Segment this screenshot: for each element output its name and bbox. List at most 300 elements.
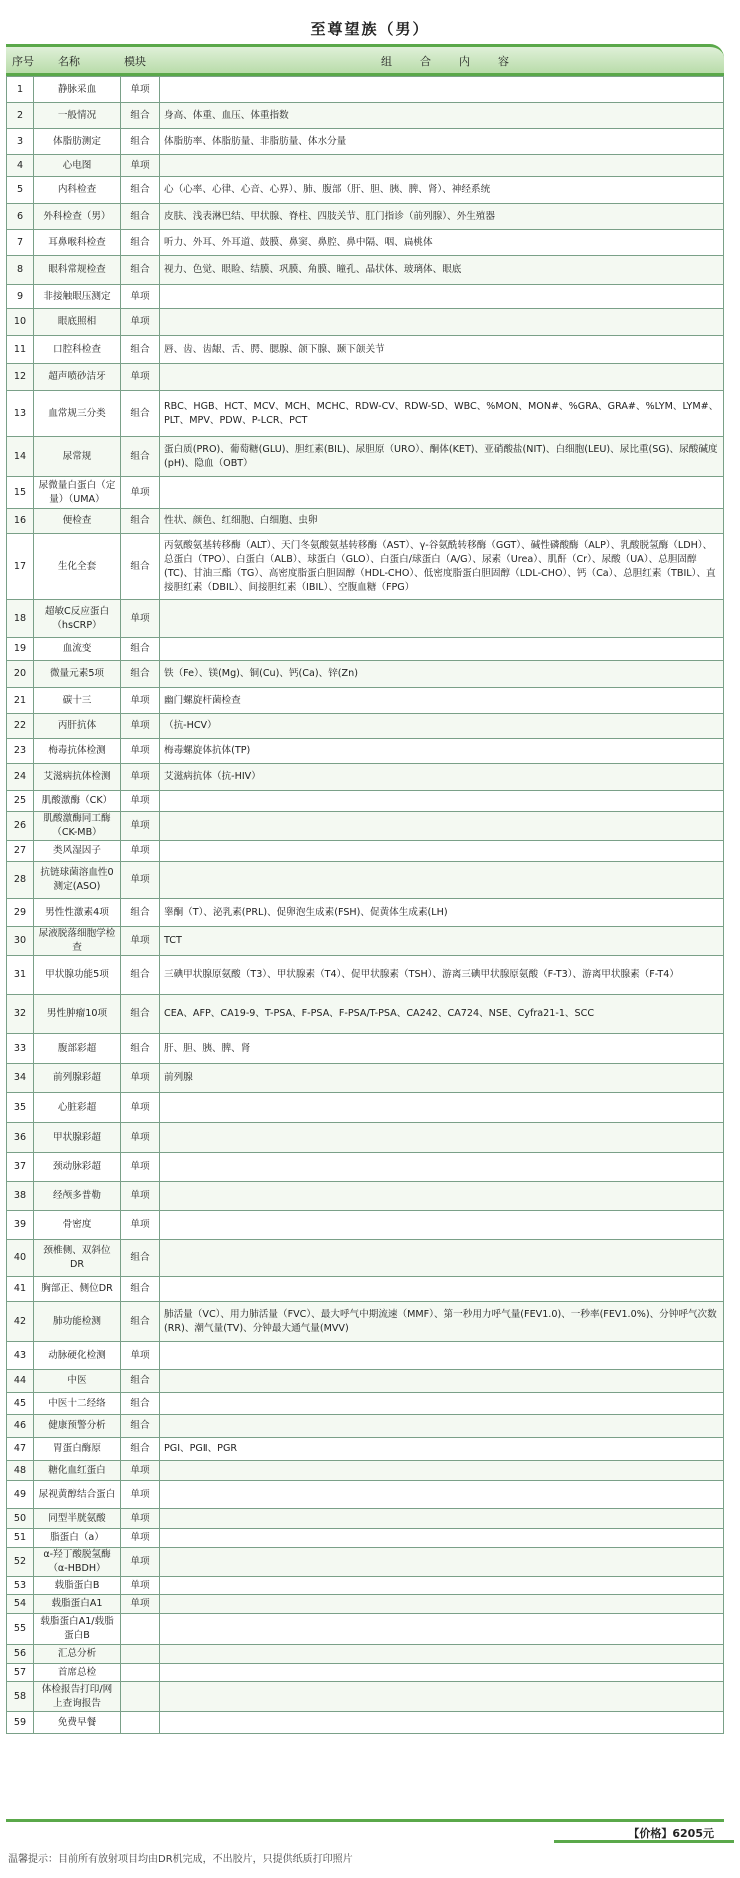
exam-name: 中医十二经络	[34, 1393, 121, 1415]
exam-content: 视力、色觉、眼睑、结膜、巩膜、角膜、瞳孔、晶状体、玻璃体、眼底	[160, 256, 724, 285]
exam-module: 单项	[121, 285, 160, 309]
row-number: 51	[7, 1529, 34, 1548]
row-number: 5	[7, 177, 34, 204]
table-row	[7, 155, 724, 177]
table-row	[7, 1461, 724, 1481]
exam-module: 单项	[121, 1064, 160, 1093]
table-row	[7, 1712, 724, 1734]
row-number: 9	[7, 285, 34, 309]
table-row	[7, 336, 724, 364]
exam-module: 组合	[121, 204, 160, 230]
exam-name: 腹部彩超	[34, 1034, 121, 1064]
exam-name: 超敏C反应蛋白（hsCRP）	[34, 600, 121, 638]
row-number: 2	[7, 103, 34, 129]
table-row	[7, 230, 724, 256]
exam-content	[160, 791, 724, 812]
exam-module: 单项	[121, 1548, 160, 1577]
exam-name: 汇总分析	[34, 1645, 121, 1664]
exam-module: 单项	[121, 1529, 160, 1548]
exam-content	[160, 1153, 724, 1182]
table-row	[7, 1064, 724, 1093]
exam-content	[160, 477, 724, 509]
exam-name: 丙肝抗体	[34, 714, 121, 739]
exam-module	[121, 1682, 160, 1712]
exam-module: 单项	[121, 1577, 160, 1595]
table-row	[7, 309, 724, 336]
exam-module: 组合	[121, 256, 160, 285]
exam-name: 男性性激素4项	[34, 899, 121, 927]
row-number: 49	[7, 1481, 34, 1509]
table-row	[7, 764, 724, 791]
exam-content: RBC、HGB、HCT、MCV、MCH、MCHC、RDW-CV、RDW-SD、WBC、%MON、MON#、%GRA、GRA#、%LYM、LYM#、PLT、MPV、PDW、P-LCR、PCT	[160, 391, 724, 437]
row-number: 48	[7, 1461, 34, 1481]
table-row	[7, 477, 724, 509]
table-row	[7, 995, 724, 1034]
exam-name: 生化全套	[34, 534, 121, 600]
table-row	[7, 391, 724, 437]
exam-module: 组合	[121, 661, 160, 688]
exam-content: 皮肤、浅表淋巴结、甲状腺、脊柱、四肢关节、肛门指诊（前列腺）、外生殖器	[160, 204, 724, 230]
table-row	[7, 1481, 724, 1509]
exam-content: 梅毒螺旋体抗体(TP)	[160, 739, 724, 764]
exam-content	[160, 1682, 724, 1712]
table-header	[6, 44, 724, 73]
row-number: 47	[7, 1438, 34, 1461]
row-number: 34	[7, 1064, 34, 1093]
exam-module	[121, 1614, 160, 1645]
exam-name: 超声喷砂洁牙	[34, 364, 121, 391]
row-number: 7	[7, 230, 34, 256]
row-number: 25	[7, 791, 34, 812]
exam-content	[160, 155, 724, 177]
table-row	[7, 509, 724, 534]
table-row	[7, 1277, 724, 1302]
exam-name: 健康预警分析	[34, 1415, 121, 1438]
row-number: 37	[7, 1153, 34, 1182]
exam-content	[160, 1481, 724, 1509]
table-row	[7, 927, 724, 956]
exam-content	[160, 1342, 724, 1370]
exam-module: 组合	[121, 1370, 160, 1393]
exam-module	[121, 1712, 160, 1734]
exam-module: 组合	[121, 534, 160, 600]
exam-name: 载脂蛋白B	[34, 1577, 121, 1595]
table-row	[7, 661, 724, 688]
row-number: 39	[7, 1211, 34, 1240]
table-row	[7, 1302, 724, 1342]
row-number: 59	[7, 1712, 34, 1734]
row-number: 17	[7, 534, 34, 600]
exam-module: 单项	[121, 764, 160, 791]
table-row	[7, 1211, 724, 1240]
exam-module: 组合	[121, 1393, 160, 1415]
exam-content: 幽门螺旋杆菌检查	[160, 688, 724, 714]
row-number: 41	[7, 1277, 34, 1302]
row-number: 14	[7, 437, 34, 477]
exam-module: 单项	[121, 862, 160, 899]
exam-content	[160, 1509, 724, 1529]
row-number: 32	[7, 995, 34, 1034]
row-number: 53	[7, 1577, 34, 1595]
exam-module: 单项	[121, 1461, 160, 1481]
exam-content	[160, 1277, 724, 1302]
row-number: 10	[7, 309, 34, 336]
exam-name: 载脂蛋白A1	[34, 1595, 121, 1614]
table-row	[7, 739, 724, 764]
row-number: 8	[7, 256, 34, 285]
exam-content	[160, 309, 724, 336]
table-row	[7, 1614, 724, 1645]
exam-content: 身高、体重、血压、体重指数	[160, 103, 724, 129]
exam-content: 睾酮（T）、泌乳素(PRL)、促卵泡生成素(FSH)、促黄体生成素(LH)	[160, 899, 724, 927]
table-row	[7, 103, 724, 129]
exam-content	[160, 638, 724, 661]
row-number: 12	[7, 364, 34, 391]
exam-module	[121, 1664, 160, 1682]
exam-module: 组合	[121, 1302, 160, 1342]
exam-content	[160, 1548, 724, 1577]
exam-module: 组合	[121, 437, 160, 477]
table-row	[7, 285, 724, 309]
exam-module: 组合	[121, 391, 160, 437]
exam-name: 尿常规	[34, 437, 121, 477]
exam-name: 外科检查（男）	[34, 204, 121, 230]
exam-name: 耳鼻喉科检查	[34, 230, 121, 256]
exam-module: 单项	[121, 77, 160, 103]
exam-name: 糖化血红蛋白	[34, 1461, 121, 1481]
exam-module: 单项	[121, 1153, 160, 1182]
exam-content: 听力、外耳、外耳道、鼓膜、鼻窦、鼻腔、鼻中隔、咽、扁桃体	[160, 230, 724, 256]
table-row	[7, 204, 724, 230]
row-number: 31	[7, 956, 34, 995]
exam-module: 单项	[121, 841, 160, 862]
table-row	[7, 1153, 724, 1182]
row-number: 20	[7, 661, 34, 688]
exam-name: 脂蛋白（a）	[34, 1529, 121, 1548]
exam-content	[160, 1577, 724, 1595]
row-number: 42	[7, 1302, 34, 1342]
exam-name: 胸部正、侧位DR	[34, 1277, 121, 1302]
exam-content	[160, 1182, 724, 1211]
exam-name: 男性肿瘤10项	[34, 995, 121, 1034]
row-number: 4	[7, 155, 34, 177]
row-number: 3	[7, 129, 34, 155]
table-row	[7, 1093, 724, 1123]
exam-content: 唇、齿、齿龈、舌、腭、腮腺、颌下腺、颞下颌关节	[160, 336, 724, 364]
exam-name: α-羟丁酸脱氢酶（α-HBDH）	[34, 1548, 121, 1577]
row-number: 30	[7, 927, 34, 956]
exam-module: 组合	[121, 1240, 160, 1277]
table-row	[7, 1509, 724, 1529]
exam-name: 抗链球菌溶血性0测定(ASO)	[34, 862, 121, 899]
table-row	[7, 688, 724, 714]
exam-content: 前列腺	[160, 1064, 724, 1093]
exam-module: 单项	[121, 1481, 160, 1509]
table-row	[7, 364, 724, 391]
row-number: 21	[7, 688, 34, 714]
exam-module: 单项	[121, 1342, 160, 1370]
row-number: 44	[7, 1370, 34, 1393]
exam-name: 尿视黄醇结合蛋白	[34, 1481, 121, 1509]
table-row	[7, 1595, 724, 1614]
table-row	[7, 1415, 724, 1438]
row-number: 27	[7, 841, 34, 862]
exam-module: 单项	[121, 1211, 160, 1240]
exam-content	[160, 1123, 724, 1153]
exam-content	[160, 1211, 724, 1240]
table-row	[7, 1123, 724, 1153]
exam-name: 艾滋病抗体检测	[34, 764, 121, 791]
exam-content: 肺活量（VC）、用力肺活量（FVC）、最大呼气中期流速（MMF）、第一秒用力呼气量(FEV1.0)、一秒率(FEV1.0%)、分钟呼气次数(RR)、潮气量(TV)、分钟最大通气量(MVV)	[160, 1302, 724, 1342]
exam-name: 血流变	[34, 638, 121, 661]
exam-content: 三碘甲状腺原氨酸（T3）、甲状腺素（T4）、促甲状腺素（TSH）、游离三碘甲状腺原氨酸（F-T3）、游离甲状腺素（F-T4）	[160, 956, 724, 995]
row-number: 54	[7, 1595, 34, 1614]
price-label: 【价格】6205元	[628, 1827, 714, 1840]
row-number: 46	[7, 1415, 34, 1438]
exam-content	[160, 1645, 724, 1664]
exam-name: 颈动脉彩超	[34, 1153, 121, 1182]
exam-module: 单项	[121, 927, 160, 956]
exam-module: 单项	[121, 309, 160, 336]
row-number: 29	[7, 899, 34, 927]
exam-content: （抗-HCV）	[160, 714, 724, 739]
exam-content	[160, 1614, 724, 1645]
table-row	[7, 129, 724, 155]
row-number: 23	[7, 739, 34, 764]
row-number: 52	[7, 1548, 34, 1577]
row-number: 58	[7, 1682, 34, 1712]
exam-module: 组合	[121, 638, 160, 661]
exam-name: 眼科常规检查	[34, 256, 121, 285]
exam-content: 肝、胆、胰、脾、肾	[160, 1034, 724, 1064]
table-row	[7, 1548, 724, 1577]
exam-content	[160, 1595, 724, 1614]
row-number: 13	[7, 391, 34, 437]
exam-content	[160, 364, 724, 391]
header-module: 模块	[124, 55, 146, 68]
exam-content	[160, 1370, 724, 1393]
exam-module: 单项	[121, 155, 160, 177]
exam-name: 眼底照相	[34, 309, 121, 336]
exam-name: 心脏彩超	[34, 1093, 121, 1123]
exam-module: 单项	[121, 714, 160, 739]
exam-name: 甲状腺功能5项	[34, 956, 121, 995]
table-row	[7, 714, 724, 739]
exam-name: 碳十三	[34, 688, 121, 714]
exam-module: 单项	[121, 1123, 160, 1153]
exam-content	[160, 1393, 724, 1415]
exam-module: 组合	[121, 129, 160, 155]
row-number: 36	[7, 1123, 34, 1153]
table-row	[7, 1577, 724, 1595]
table-row	[7, 534, 724, 600]
exam-name: 心电图	[34, 155, 121, 177]
exam-module: 组合	[121, 1415, 160, 1438]
table-row	[7, 177, 724, 204]
exam-module: 组合	[121, 995, 160, 1034]
exam-module: 组合	[121, 177, 160, 204]
exam-module: 单项	[121, 1093, 160, 1123]
exam-module: 单项	[121, 812, 160, 841]
exam-name: 梅毒抗体检测	[34, 739, 121, 764]
exam-name: 静脉采血	[34, 77, 121, 103]
exam-module: 单项	[121, 739, 160, 764]
exam-name: 尿液脱落细胞学检查	[34, 927, 121, 956]
row-number: 19	[7, 638, 34, 661]
exam-content	[160, 1461, 724, 1481]
row-number: 55	[7, 1614, 34, 1645]
exam-name: 内科检查	[34, 177, 121, 204]
exam-content	[160, 77, 724, 103]
header-no: 序号	[12, 55, 34, 68]
row-number: 26	[7, 812, 34, 841]
exam-content	[160, 600, 724, 638]
exam-module: 单项	[121, 477, 160, 509]
table-row	[7, 1240, 724, 1277]
row-number: 15	[7, 477, 34, 509]
exam-module: 组合	[121, 899, 160, 927]
exam-module: 组合	[121, 509, 160, 534]
exam-module: 组合	[121, 1277, 160, 1302]
table-row	[7, 1664, 724, 1682]
header-name: 名称	[58, 55, 80, 68]
exam-name: 肺功能检测	[34, 1302, 121, 1342]
exam-module: 单项	[121, 600, 160, 638]
exam-content: 蛋白质(PRO)、葡萄糖(GLU)、胆红素(BIL)、尿胆原（URO）、酮体(KET)、亚硝酸盐(NIT)、白细胞(LEU)、尿比重(SG)、尿酸碱度(pH)、隐血（OBT）	[160, 437, 724, 477]
exam-content: PGⅠ、PGⅡ、PGR	[160, 1438, 724, 1461]
table-row	[7, 77, 724, 103]
table-row	[7, 1438, 724, 1461]
table-row	[7, 256, 724, 285]
exam-content: 体脂肪率、体脂肪量、非脂肪量、体水分量	[160, 129, 724, 155]
table-row	[7, 1393, 724, 1415]
exam-content	[160, 1712, 724, 1734]
exam-content	[160, 862, 724, 899]
row-number: 6	[7, 204, 34, 230]
row-number: 24	[7, 764, 34, 791]
row-number: 16	[7, 509, 34, 534]
exam-name: 一般情况	[34, 103, 121, 129]
table-row	[7, 1645, 724, 1664]
exam-content	[160, 841, 724, 862]
exam-name: 口腔科检查	[34, 336, 121, 364]
exam-module: 单项	[121, 1182, 160, 1211]
exam-name: 颈椎侧、双斜位DR	[34, 1240, 121, 1277]
exam-module: 组合	[121, 103, 160, 129]
row-number: 28	[7, 862, 34, 899]
table-row	[7, 638, 724, 661]
exam-module: 单项	[121, 791, 160, 812]
page-title: 至尊望族（男）	[310, 20, 430, 38]
exam-content	[160, 285, 724, 309]
row-number: 22	[7, 714, 34, 739]
exam-name: 微量元素5项	[34, 661, 121, 688]
table-row	[7, 956, 724, 995]
exam-content	[160, 1093, 724, 1123]
table-row	[7, 862, 724, 899]
exam-name: 类风湿因子	[34, 841, 121, 862]
exam-content	[160, 1529, 724, 1548]
exam-content	[160, 1664, 724, 1682]
table-row	[7, 437, 724, 477]
exam-name: 甲状腺彩超	[34, 1123, 121, 1153]
table-row	[7, 1034, 724, 1064]
row-number: 35	[7, 1093, 34, 1123]
exam-name: 便检查	[34, 509, 121, 534]
exam-content	[160, 812, 724, 841]
exam-content: 心（心率、心律、心音、心界）、肺、腹部（肝、胆、胰、脾、肾）、神经系统	[160, 177, 724, 204]
exam-name: 免费早餐	[34, 1712, 121, 1734]
exam-content: 艾滋病抗体（抗-HIV）	[160, 764, 724, 791]
exam-name: 首席总检	[34, 1664, 121, 1682]
row-number: 45	[7, 1393, 34, 1415]
exam-name: 经颅多普勒	[34, 1182, 121, 1211]
exam-module: 组合	[121, 230, 160, 256]
exam-name: 动脉硬化检测	[34, 1342, 121, 1370]
exam-name: 非接触眼压测定	[34, 285, 121, 309]
table-row	[7, 791, 724, 812]
footer-note: 温馨提示：目前所有放射项目均由DR机完成，不出胶片，只提供纸质打印照片	[8, 1854, 353, 1865]
table-row	[7, 1529, 724, 1548]
table-row	[7, 1370, 724, 1393]
exam-module: 单项	[121, 1595, 160, 1614]
exam-name: 肌酸激酶同工酶（CK-MB）	[34, 812, 121, 841]
exam-name: 骨密度	[34, 1211, 121, 1240]
exam-table	[6, 76, 724, 1734]
exam-name: 尿微量白蛋白（定量）（UMA）	[34, 477, 121, 509]
exam-module: 单项	[121, 364, 160, 391]
row-number: 50	[7, 1509, 34, 1529]
table-row	[7, 1182, 724, 1211]
exam-content: TCT	[160, 927, 724, 956]
table-row	[7, 899, 724, 927]
exam-content: 丙氨酸氨基转移酶（ALT）、天门冬氨酸氨基转移酶（AST）、γ-谷氨酰转移酶（GGT）、碱性磷酸酶（ALP）、乳酸脱氢酶（LDH）、总蛋白（TPO）、白蛋白（ALB）、球蛋白（GLO）、白蛋白/球蛋白（A/G）、尿素（Urea）、肌酐（Cr）、尿酸（UA）、总胆固醇(TC)、甘油三酯（TG）、高密度脂蛋白胆固醇（HDL-CHO）、低密度脂蛋白胆固醇（LDL-CHO）、钙（Ca）、总胆红素（TBIL）、直接胆红素（DBIL）、间接胆红素（IBIL）、空腹血糖（FPG）	[160, 534, 724, 600]
row-number: 33	[7, 1034, 34, 1064]
row-number: 18	[7, 600, 34, 638]
exam-content: 性状、颜色、红细胞、白细胞、虫卵	[160, 509, 724, 534]
exam-content: CEA、AFP、CA19-9、T-PSA、F-PSA、F-PSA/T-PSA、CA242、CA724、NSE、Cyfra21-1、SCC	[160, 995, 724, 1034]
row-number: 56	[7, 1645, 34, 1664]
table-row	[7, 600, 724, 638]
table-row	[7, 812, 724, 841]
row-number: 38	[7, 1182, 34, 1211]
exam-name: 体检报告打印/网上查询报告	[34, 1682, 121, 1712]
exam-name: 胃蛋白酶原	[34, 1438, 121, 1461]
row-number: 43	[7, 1342, 34, 1370]
row-number: 40	[7, 1240, 34, 1277]
exam-name: 血常规三分类	[34, 391, 121, 437]
exam-content: 铁（Fe）、镁(Mg)、铜(Cu)、钙(Ca)、锌(Zn)	[160, 661, 724, 688]
header-combo: 组合内容	[381, 55, 537, 68]
exam-module: 单项	[121, 688, 160, 714]
exam-module: 组合	[121, 1034, 160, 1064]
exam-name: 同型半胱氨酸	[34, 1509, 121, 1529]
exam-name: 中医	[34, 1370, 121, 1393]
exam-content	[160, 1415, 724, 1438]
row-number: 11	[7, 336, 34, 364]
exam-content	[160, 1240, 724, 1277]
exam-module: 组合	[121, 956, 160, 995]
exam-name: 载脂蛋白A1/载脂蛋白B	[34, 1614, 121, 1645]
exam-module: 组合	[121, 336, 160, 364]
table-row	[7, 1682, 724, 1712]
exam-module: 单项	[121, 1509, 160, 1529]
exam-name: 前列腺彩超	[34, 1064, 121, 1093]
exam-module	[121, 1645, 160, 1664]
table-row	[7, 1342, 724, 1370]
row-number: 1	[7, 77, 34, 103]
table-row	[7, 841, 724, 862]
